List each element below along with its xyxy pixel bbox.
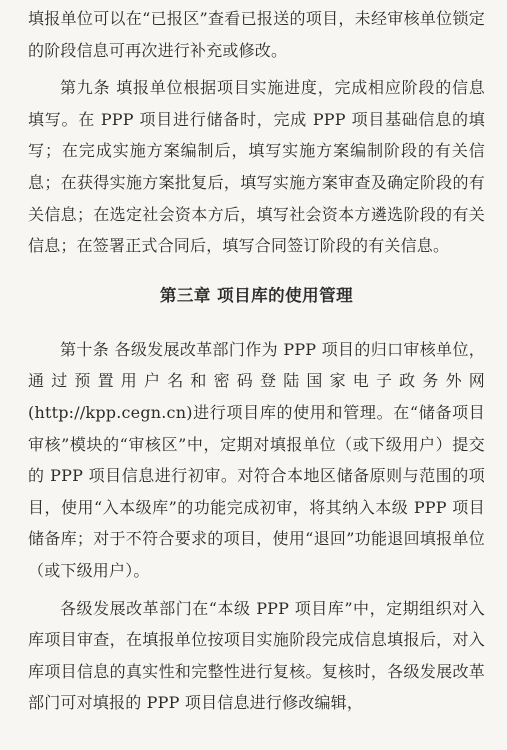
chapter-heading: 第三章 项目库的使用管理 xyxy=(159,285,354,305)
paragraph-article-10: 第十条 各级发展改革部门作为 PPP 项目的归口审核单位，通过预置用户名和密码登陆国家电子政务外网(http://kpp.cegn.cn)进行项目库的使用和管理。在“储备项目审核”模块的“审核区”中，定期对填报单位（或下级用户）提交的 PPP 项目信息进行初审。对符合本地区储备原则与范围的项目，使用“入本级库”的功能完成初审，将其纳入本级 PPP 项目储备库；对于不符合要求的项目，使用“退回”功能退回填报单位（或下级用户）。 xyxy=(28,339,485,580)
paragraph-continuation: 填报单位可以在“已报区”查看已报送的项目，未经审核单位锁定的阶段信息可再次进行补充或修改。 xyxy=(28,9,485,60)
paragraph-article-9: 第九条 填报单位根据项目实施进度，完成相应阶段的信息填写。在 PPP 项目进行储备时，完成 PPP 项目基础信息的填写；在完成实施方案编制后，填写实施方案编制阶段的有关信息；在获得实施方案批复后，填写实施方案审查及确定阶段的有关信息；在选定社会资本方后，填写社会资本方遴选阶段的有关信息；在签署正式合同后，填写合同签订阶段的有关信息。 xyxy=(28,78,485,256)
paragraph-review: 各级发展改革部门在“本级 PPP 项目库”中，定期组织对入库项目审查，在填报单位按项目实施阶段完成信息填报后，对入库项目信息的真实性和完整性进行复核。复核时，各级发展改革部门可对填报的 PPP 项目信息进行修改编辑， xyxy=(28,598,485,713)
